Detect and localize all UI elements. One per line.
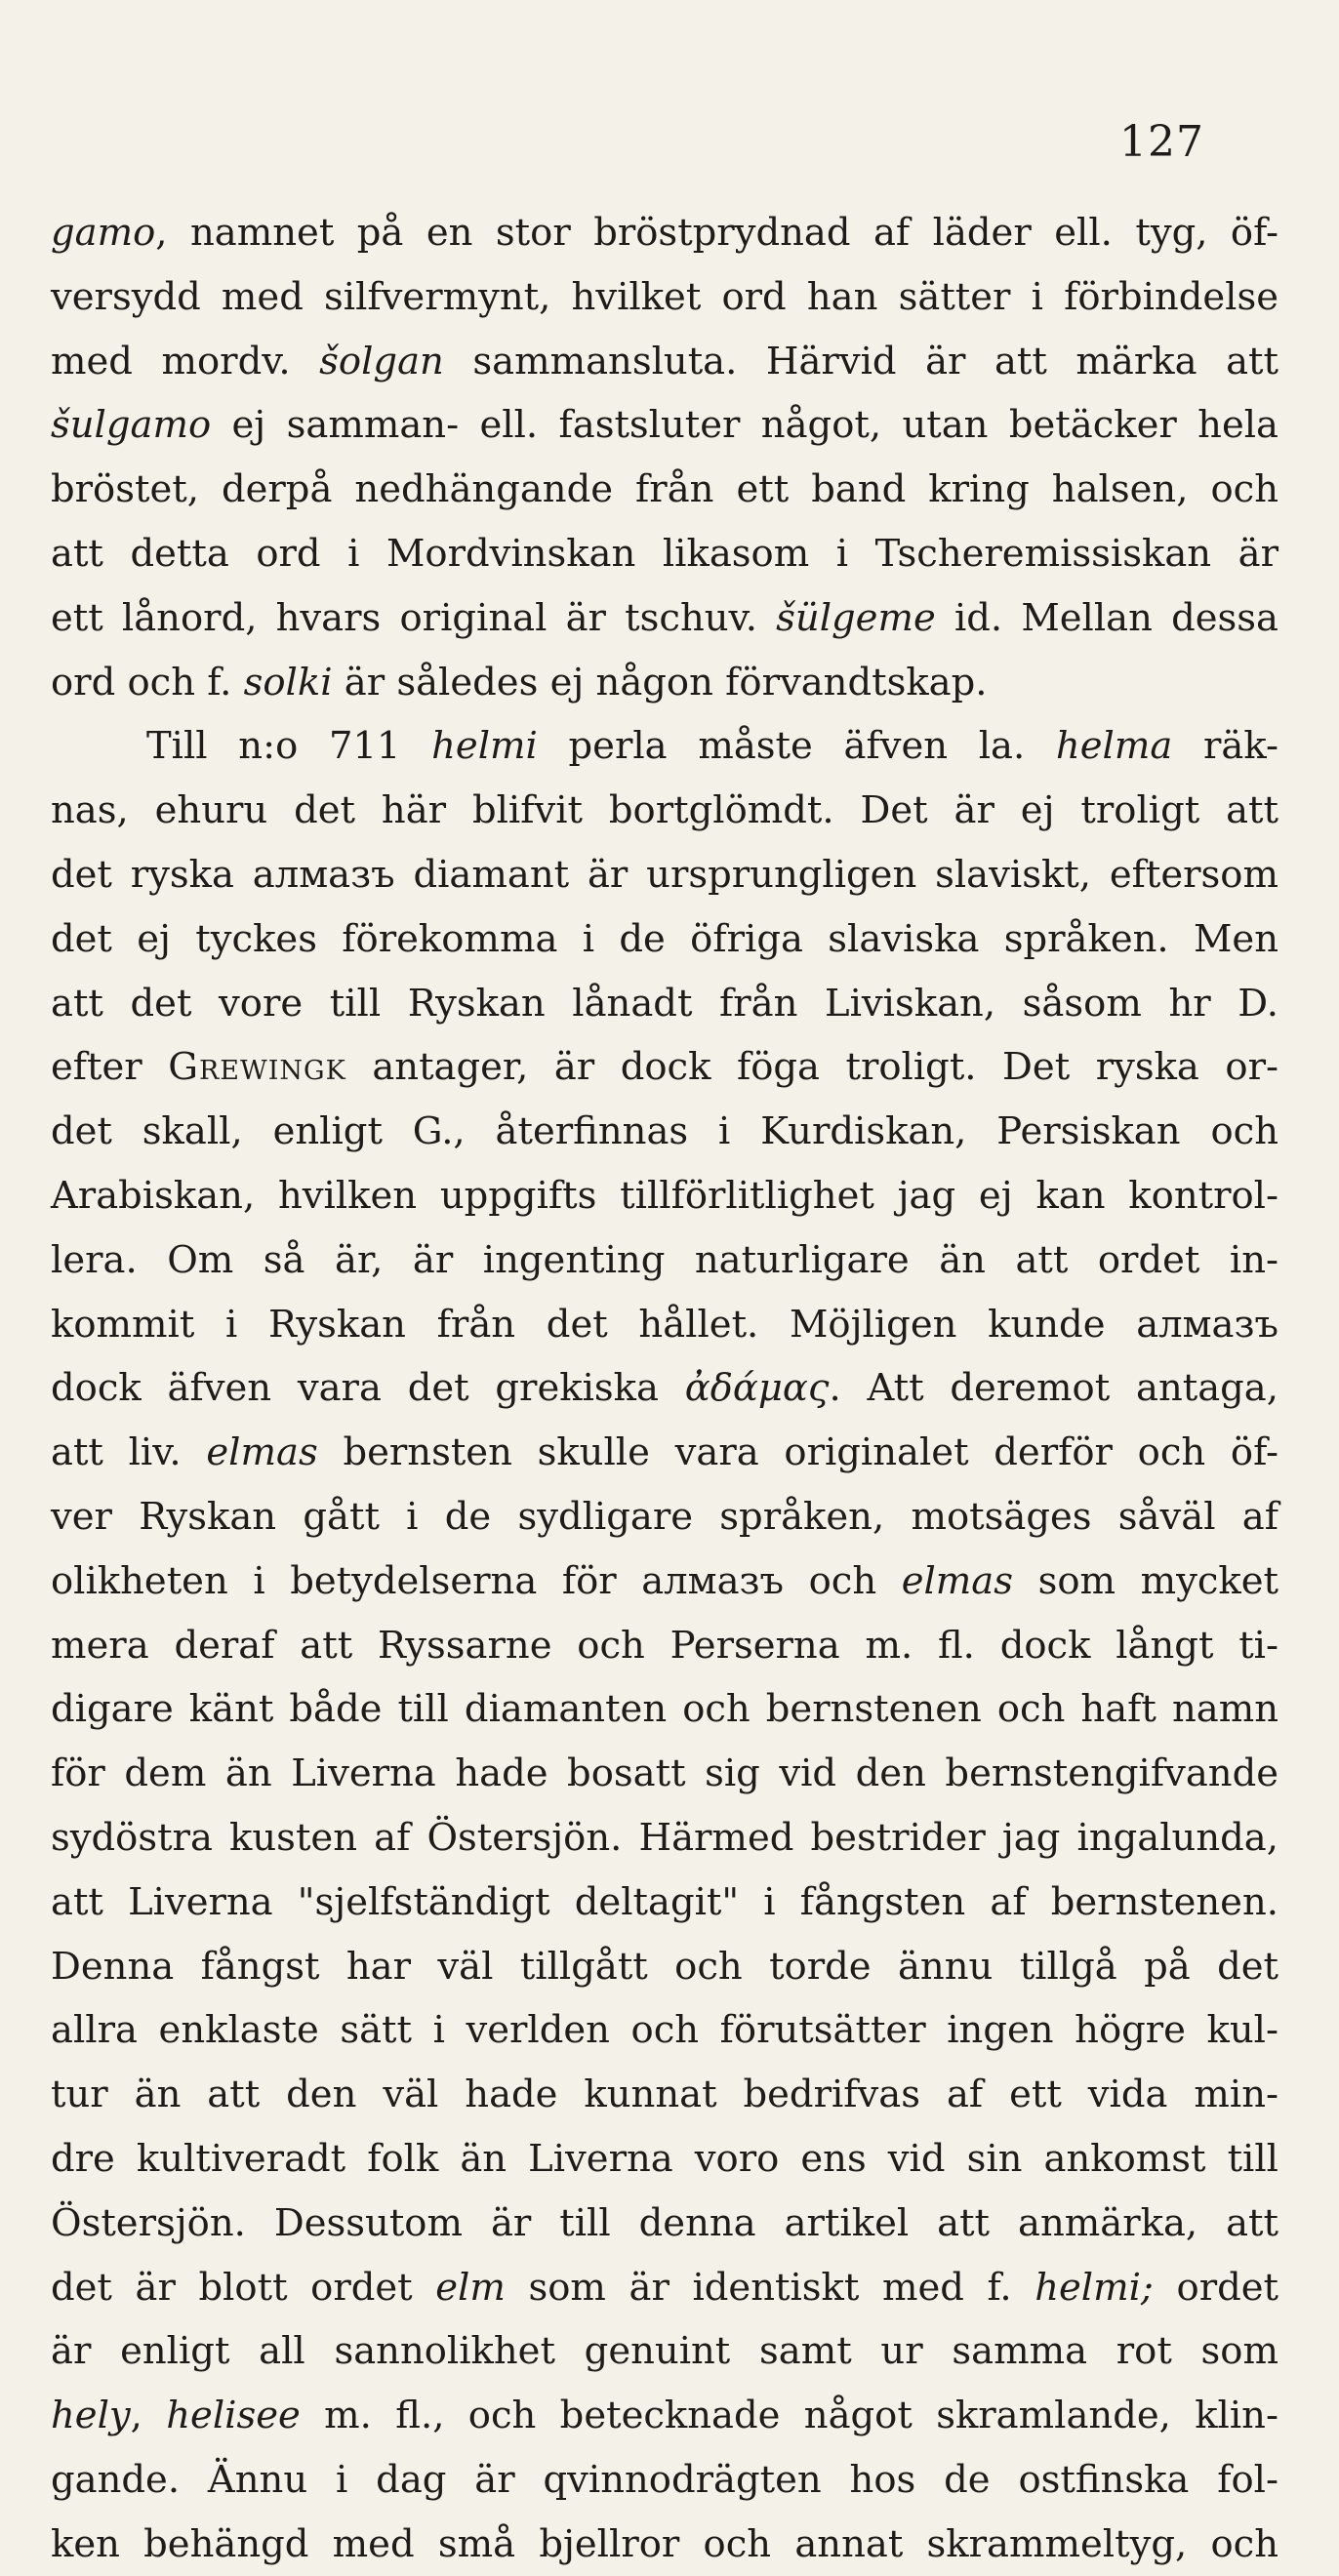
line-text: det ej tyckes förekomma i de öfriga slaviska språken. Men [51,916,1278,961]
page-number: 127 [1119,117,1204,167]
text-line [51,2319,1278,2384]
line-text: ordet [1153,2265,1278,2310]
author-name: Grewingk [168,1045,346,1090]
line-text: ver Ryskan gått i de sydligare språken, motsäges såväl af [51,1494,1278,1539]
line-text: Till n:o 711 [146,724,432,769]
line-text: dock äfven vara det grekiska [51,1366,685,1411]
italic-word: elmas [206,1430,318,1475]
line-text: allra enklaste sätt i verlden och förutsätter ingen högre kul- [51,2008,1278,2053]
line-text: med mordv. [51,339,320,383]
line-text: det är blott ordet [51,2265,436,2310]
line-text: ett lånord, hvars original är tschuv. [51,595,777,640]
text-line [51,2384,1278,2448]
line-text: ken behängd med små bjellror och annat skrammeltyg, och [51,2521,1278,2566]
italic-word: ἀδάμας [684,1366,830,1411]
text-line [51,972,1278,1036]
line-text: räk- [1172,724,1278,769]
italic-word: šolgan [319,339,444,383]
text-line [51,1228,1278,1293]
italic-word: gamo [51,211,156,255]
line-text: versydd med silfvermynt, hvilket ord han sätter i förbindelse [51,274,1278,319]
text-line [51,1035,1278,1100]
text-line [51,1550,1278,1614]
text-line [51,458,1278,522]
italic-word: helmi [431,724,538,769]
italic-word: solki [243,660,333,704]
italic-word: helmi; [1035,2265,1154,2310]
text-line [51,393,1278,458]
text-line [51,330,1278,394]
line-text: m. fl., och betecknade något skramlande, klin- [300,2394,1278,2438]
line-text: att detta ord i Mordvinskan likasom i Tscheremissiskan är [51,531,1278,576]
line-text: är enligt all sannolikhet genuint samt ur samma rot som [51,2329,1278,2374]
line-text: digare känt både till diamanten och bernstenen och haft namn [51,1687,1278,1732]
text-line [51,2192,1278,2256]
italic-word: elm [435,2265,506,2310]
italic-word: helma [1055,724,1173,769]
text-line [51,1677,1278,1742]
text-line [51,201,1278,265]
line-text: för dem än Liverna hade bosatt sig vid den bernstengifvande [51,1751,1278,1796]
text-line [51,1614,1278,1678]
line-text: det skall, enligt G., återfinnas i Kurdiskan, Persiskan och [51,1109,1278,1154]
line-text: som är identiskt med f. [505,2265,1035,2310]
line-text: , [130,2394,167,2438]
text-line [51,1935,1278,1999]
line-text: lera. Om så är, är ingenting naturligare än att ordet in- [51,1237,1278,1282]
line-text: mera deraf att Ryssarne och Perserna m. fl. dock långt ti- [51,1623,1278,1668]
line-text: ord och f. [51,660,244,704]
line-text: olikheten i betydelserna för алмазъ och [51,1558,902,1603]
line-text: Denna fångst har väl tillgått och torde ännu tillgå på det [51,1944,1278,1989]
line-text: är således ej någon förvandtskap. [332,660,988,704]
text-line [51,2127,1278,2192]
line-text: ej samman- ell. fastsluter något, utan betäcker hela [211,403,1278,448]
italic-word: šulgamo [51,403,212,448]
line-text: tur än att den väl hade kunnat bedrifvas af ett vida min- [51,2073,1278,2117]
line-text: dre kultiveradt folk än Liverna voro ens vid sin ankomst till [51,2136,1278,2181]
italic-word: helisee [166,2394,301,2438]
text-line [51,2063,1278,2127]
text-line [51,1998,1278,2063]
text-line [51,1421,1278,1485]
text-line [51,779,1278,843]
line-text: nas, ehuru det här blifvit bortglömdt. Det är ej troligt att [51,788,1278,833]
text-line [51,586,1278,651]
text-line [51,1806,1278,1871]
text-line [51,1871,1278,1935]
italic-word: šülgeme [776,595,936,640]
line-text: som mycket [1013,1558,1278,1603]
line-text: gande. Ännu i dag är qvinnodrägten hos de ostfinska fol- [51,2457,1278,2502]
text-line [51,907,1278,972]
text-line [51,1742,1278,1806]
line-text: sydöstra kusten af Östersjön. Härmed bestrider jag ingalunda, [51,1815,1278,1860]
text-line [51,1356,1278,1421]
text-line [51,1100,1278,1164]
line-text: bernsten skulle vara originalet derför och öf- [317,1430,1278,1475]
text-line [51,1485,1278,1550]
italic-word: hely [51,2394,131,2438]
line-text: antager, är dock föga troligt. Det ryska or- [345,1045,1278,1090]
text-line [51,1293,1278,1357]
text-line [51,265,1278,330]
line-text: att Liverna "sjelfständigt deltagit" i fångsten af bernstenen. [51,1879,1278,1924]
italic-word: elmas [901,1558,1014,1603]
text-line [51,843,1278,907]
text-body [51,201,1278,2576]
text-line [51,714,1278,779]
text-line [51,522,1278,586]
line-text: Arabiskan, hvilken uppgifts tillförlitlighet jag ej kan kontrol- [51,1173,1278,1218]
line-text: att det vore till Ryskan lånadt från Liviskan, såsom hr D. [51,981,1278,1026]
line-text: . Att deremot antaga, [829,1366,1278,1411]
line-text: Östersjön. Dessutom är till denna artikel att anmärka, att [51,2200,1278,2245]
text-line [51,1164,1278,1228]
text-line [51,651,1278,715]
text-line [51,2513,1278,2576]
line-text: id. Mellan dessa [935,595,1279,640]
line-text: det ryska алмазъ diamant är ursprungligen slaviskt, eftersom [51,852,1278,897]
line-text: bröstet, derpå nedhängande från ett band kring halsen, och [51,467,1278,512]
line-text: sammansluta. Härvid är att märka att [443,339,1278,383]
line-text: perla måste äfven la. [537,724,1056,769]
text-line [51,2448,1278,2513]
line-text: , namnet på en stor bröstprydnad af läder ell. tyg, öf- [155,211,1278,255]
line-text: efter [51,1045,169,1090]
line-text: att liv. [51,1430,207,1475]
line-text: kommit i Ryskan från det hållet. Möjligen kunde алмазъ [51,1302,1278,1347]
text-line [51,2256,1278,2320]
